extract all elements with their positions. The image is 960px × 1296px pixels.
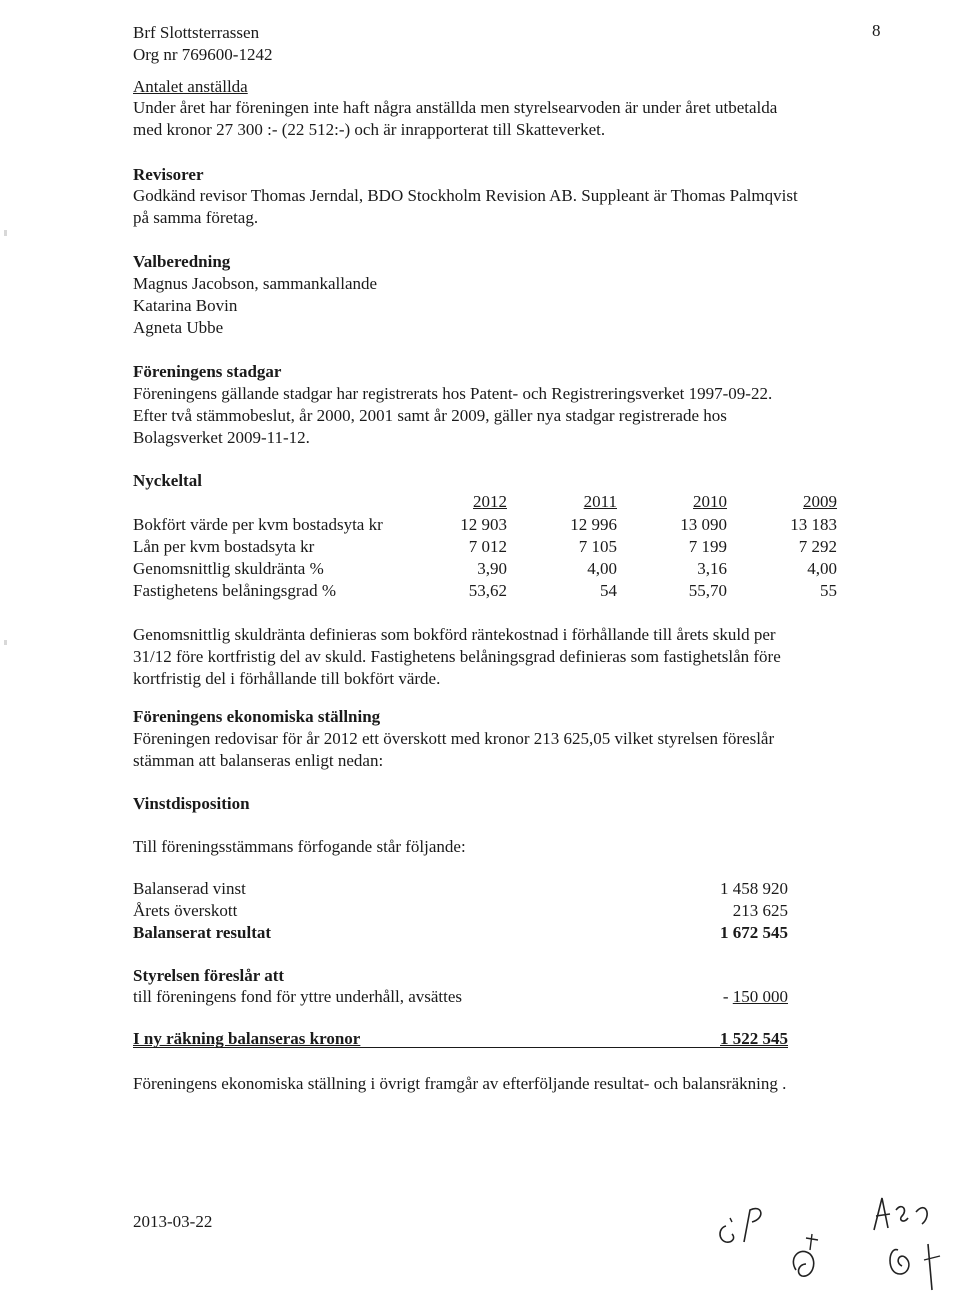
item-value: 213 625	[732, 901, 788, 920]
list-item	[133, 900, 788, 922]
financial-position-heading: Föreningens ekonomiska ställning	[133, 707, 381, 726]
cell-value: 55,70	[688, 581, 727, 600]
year-label: 2011	[583, 492, 617, 511]
key-figures-heading: Nyckeltal	[133, 471, 202, 490]
item-label: till föreningens fond för yttre underhåll, avsättes	[133, 987, 463, 1006]
cell-value: 4,00	[587, 559, 617, 578]
footer-date: 2013-03-22	[133, 1212, 213, 1231]
cell-value: 3,16	[697, 559, 727, 578]
item-value: 1 458 920	[720, 879, 788, 898]
row-label: Fastighetens belåningsgrad %	[133, 581, 337, 600]
item-label: Årets överskott	[133, 901, 238, 920]
item-label: Balanserad vinst	[133, 879, 246, 898]
year-header	[727, 490, 837, 514]
cell-value: 55	[820, 581, 837, 600]
financial-position-text-line1: Föreningen redovisar för år 2012 ett överskott med kronor 213 625,05 vilket styrelsen föreslår	[133, 729, 775, 748]
nomination-member: Katarina Bovin	[133, 296, 238, 315]
cell-value: 7 012	[468, 537, 507, 556]
cell-value: 12 903	[460, 515, 507, 534]
cell-value: 7 105	[578, 537, 617, 556]
profit-disposition-heading: Vinstdisposition	[133, 794, 250, 813]
year-label: 2010	[693, 492, 727, 511]
cell-value: 4,00	[807, 559, 837, 578]
nomination-member: Magnus Jacobson, sammankallande	[133, 274, 378, 293]
key-figures-note-line2: 31/12 före kortfristig del av skuld. Fastighetens belåningsgrad definieras som fastighetslån före	[133, 647, 781, 666]
table-row	[133, 558, 837, 580]
signature-initials	[862, 1190, 952, 1296]
auditors-heading: Revisorer	[133, 165, 204, 184]
cell-value: 7 292	[798, 537, 837, 556]
item-value: - 150 000	[722, 987, 788, 1006]
bylaws-text-line2: Efter två stämmobeslut, år 2000, 2001 samt år 2009, gäller nya stadgar registrerade hos	[133, 406, 727, 425]
financial-position-text-line2: stämman att balanseras enligt nedan:	[133, 751, 384, 770]
item-value: 1 522 545	[720, 1029, 788, 1048]
board-proposal-heading: Styrelsen föreslår att	[133, 966, 285, 985]
bylaws-heading: Föreningens stadgar	[133, 362, 282, 381]
employees-text-line2: med kronor 27 300 :- (22 512:-) och är inrapporterat till Skatteverket.	[133, 120, 606, 139]
org-number: Org nr 769600-1242	[133, 45, 273, 64]
profit-disposition-intro: Till föreningsstämmans förfogande står följande:	[133, 837, 466, 856]
signature-initials	[712, 1196, 782, 1256]
page-number: 8	[872, 21, 881, 40]
cell-value: 13 183	[790, 515, 837, 534]
list-item	[133, 986, 788, 1008]
table-row	[133, 580, 837, 602]
nomination-member: Agneta Ubbe	[133, 318, 224, 337]
bylaws-text-line3: Bolagsverket 2009-11-12.	[133, 428, 310, 447]
table-row	[133, 536, 837, 558]
table-row	[133, 514, 837, 536]
key-figures-corner	[133, 490, 433, 514]
employees-heading: Antalet anställda	[133, 77, 248, 96]
org-name: Brf Slottsterrassen	[133, 23, 260, 42]
year-label: 2012	[473, 492, 507, 511]
row-label: Lån per kvm bostadsyta kr	[133, 537, 315, 556]
key-figures-note-line3: kortfristig del i förhållande till bokfört värde.	[133, 669, 441, 688]
signature-drawing	[862, 1190, 952, 1296]
auditors-text-line2: på samma företag.	[133, 208, 259, 227]
key-figures-note-line1: Genomsnittlig skuldränta definieras som bokförd räntekostnad i förhållande till årets skuld per	[133, 625, 776, 644]
year-label: 2009	[803, 492, 837, 511]
nomination-heading: Valberedning	[133, 252, 231, 271]
item-label: Balanserat resultat	[133, 923, 272, 942]
item-label: I ny räkning balanseras kronor	[133, 1029, 361, 1048]
closing-text: Föreningens ekonomiska ställning i övrigt framgår av efterföljande resultat- och balansräkning .	[133, 1074, 787, 1093]
bylaws-text-line1: Föreningens gällande stadgar har registrerats hos Patent- och Registreringsverket 1997-09-22.	[133, 384, 773, 403]
signature-drawing	[712, 1196, 782, 1256]
signature-drawing	[786, 1220, 836, 1284]
cell-value: 54	[600, 581, 617, 600]
cell-value: 3,90	[477, 559, 507, 578]
key-figures-header-row	[133, 490, 837, 514]
cell-value: 13 090	[680, 515, 727, 534]
proposal-amount: 150 000	[732, 987, 788, 1006]
scan-edge-mark	[4, 640, 7, 645]
row-label: Bokfört värde per kvm bostadsyta kr	[133, 515, 383, 534]
year-header	[617, 490, 727, 514]
list-item	[133, 878, 788, 900]
employees-text-line1: Under året har föreningen inte haft några anställda men styrelsearvoden är under året utbetalda	[133, 98, 778, 117]
cell-value: 53,62	[468, 581, 507, 600]
item-value: 1 672 545	[720, 923, 788, 942]
cell-value: 7 199	[688, 537, 727, 556]
divider	[133, 1047, 788, 1048]
signature-initials	[786, 1220, 836, 1284]
key-figures-table	[133, 490, 837, 602]
auditors-text-line1: Godkänd revisor Thomas Jerndal, BDO Stockholm Revision AB. Suppleant är Thomas Palmqvist	[133, 186, 798, 205]
year-header	[433, 490, 507, 514]
year-header	[507, 490, 617, 514]
cell-value: 12 996	[570, 515, 617, 534]
row-label: Genomsnittlig skuldränta %	[133, 559, 324, 578]
scan-edge-mark	[4, 230, 7, 236]
list-item	[133, 922, 788, 944]
